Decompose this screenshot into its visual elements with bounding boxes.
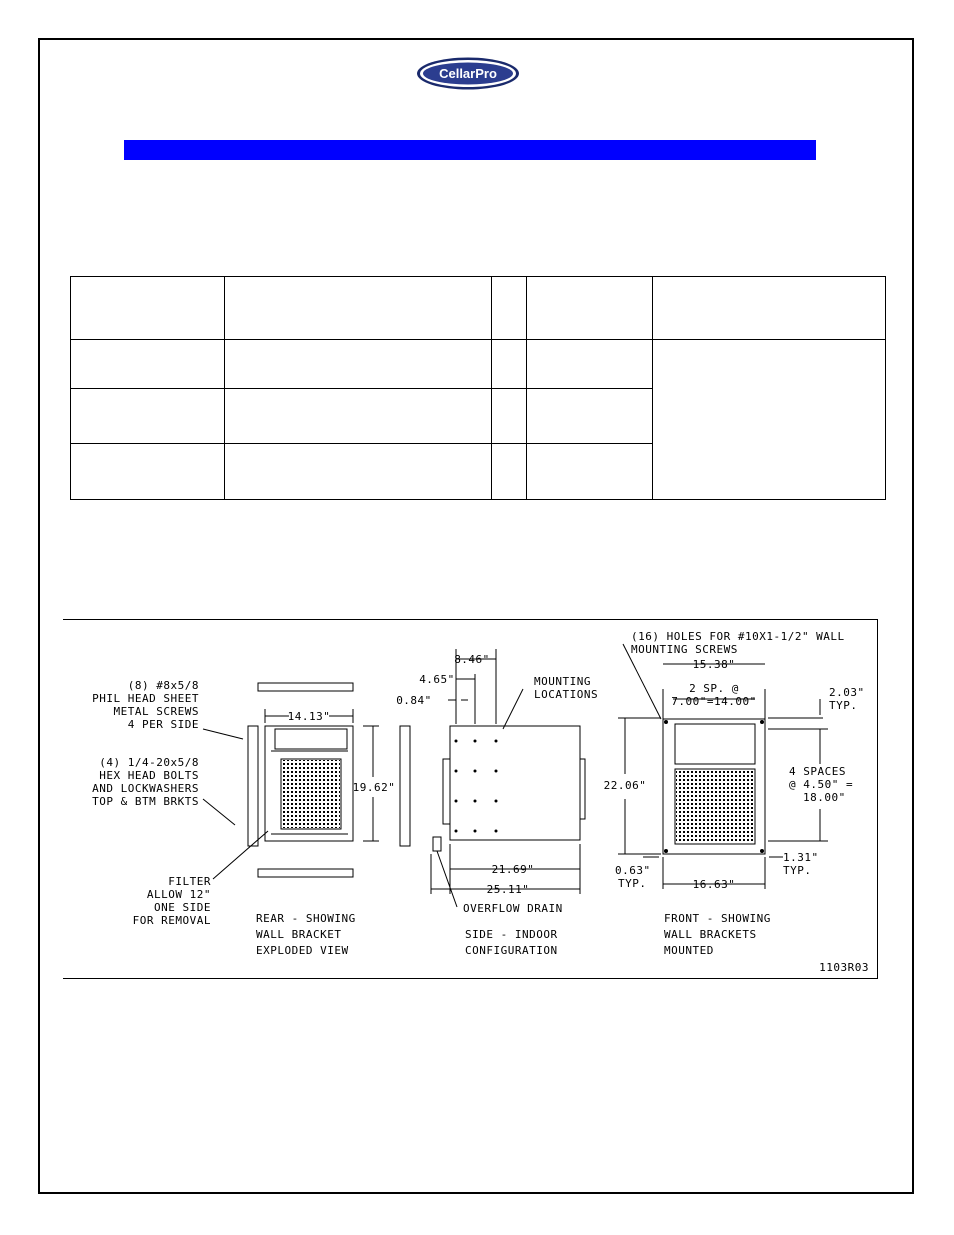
rear-bolts-line3: AND LOCKWASHERS <box>92 782 199 795</box>
rear-dim-width: 14.13" <box>287 710 331 723</box>
side-dim-084: 0.84" <box>396 694 432 707</box>
table-header-row <box>71 277 886 340</box>
front-holes-line2: MOUNTING SCREWS <box>631 643 738 656</box>
side-dim-2511: 25.11" <box>486 883 530 896</box>
dimension-drawing <box>63 619 878 979</box>
table-cell <box>653 277 886 340</box>
table-row <box>71 340 886 389</box>
rear-screws-line4: 4 PER SIDE <box>127 718 199 731</box>
rear-filter-line3: ONE SIDE <box>154 901 211 914</box>
table-cell <box>225 389 492 444</box>
svg-text:CellarPro: CellarPro <box>439 66 497 81</box>
front-2sp-line1: 2 SP. @ <box>689 682 739 695</box>
table-cell <box>527 277 653 340</box>
rear-dim-height: 19.62" <box>352 781 396 794</box>
rear-caption-line2: WALL BRACKET <box>256 928 342 941</box>
side-dim-846: 8.46" <box>454 653 490 666</box>
table-cell-merged <box>653 340 886 500</box>
side-mounting-line1: MOUNTING <box>534 675 591 688</box>
front-2sp-line2: 7.00"=14.00" <box>671 695 757 708</box>
table-cell <box>71 444 225 500</box>
rear-screws-line2: PHIL HEAD SHEET <box>92 692 199 705</box>
table-cell <box>71 277 225 340</box>
table-cell <box>492 277 527 340</box>
side-dim-2169: 21.69" <box>491 863 535 876</box>
rear-filter-line4: FOR REMOVAL <box>132 914 211 927</box>
front-caption-line3: MOUNTED <box>664 944 714 957</box>
front-caption-line1: FRONT - SHOWING <box>664 912 771 925</box>
front-dim-203: 2.03" <box>829 686 865 699</box>
front-4sp-line3: 18.00" <box>803 791 846 804</box>
rear-bolts-line1: (4) 1/4-20x5/8 <box>99 756 199 769</box>
table-cell <box>492 389 527 444</box>
section-header-bar <box>124 140 816 160</box>
cellarpro-logo <box>416 57 520 90</box>
front-dim-131-typ: TYP. <box>783 864 812 877</box>
front-dim-2206: 22.06" <box>603 779 647 792</box>
side-mounting-line2: LOCATIONS <box>534 688 599 701</box>
front-4sp-line2: @ 4.50" = <box>789 778 854 791</box>
rear-filter-line2: ALLOW 12" <box>146 888 211 901</box>
table-cell <box>71 389 225 444</box>
rear-caption-line1: REAR - SHOWING <box>256 912 356 925</box>
front-holes-line1: (16) HOLES FOR #10X1-1/2" WALL <box>631 630 845 643</box>
rear-caption-line3: EXPLODED VIEW <box>256 944 349 957</box>
front-dim-1663: 16.63" <box>692 878 736 891</box>
rear-screws-line1: (8) #8x5/8 <box>127 679 199 692</box>
front-dim-1538: 15.38" <box>692 658 736 671</box>
drawing-number: 1103R03 <box>819 961 869 974</box>
front-4sp-line1: 4 SPACES <box>789 765 846 778</box>
table-cell <box>225 340 492 389</box>
front-dim-063-typ: TYP. <box>618 877 647 890</box>
front-dim-063: 0.63" <box>615 864 651 877</box>
side-drain-label: OVERFLOW DRAIN <box>463 902 563 915</box>
table-cell <box>527 340 653 389</box>
side-dim-465: 4.65" <box>419 673 455 686</box>
table-cell <box>225 444 492 500</box>
rear-filter-line1: FILTER <box>168 875 211 888</box>
table-cell <box>71 340 225 389</box>
table-cell <box>492 340 527 389</box>
side-caption-line1: SIDE - INDOOR <box>465 928 558 941</box>
front-dim-131: 1.31" <box>783 851 819 864</box>
table-cell <box>527 444 653 500</box>
page-border <box>38 38 914 1194</box>
rear-screws-line3: METAL SCREWS <box>113 705 199 718</box>
spec-table <box>70 276 886 500</box>
rear-bolts-line4: TOP & BTM BRKTS <box>92 795 199 808</box>
table-cell <box>527 389 653 444</box>
front-dim-203-typ: TYP. <box>829 699 858 712</box>
table-cell <box>492 444 527 500</box>
table-cell <box>225 277 492 340</box>
rear-bolts-line2: HEX HEAD BOLTS <box>99 769 199 782</box>
front-caption-line2: WALL BRACKETS <box>664 928 757 941</box>
side-caption-line2: CONFIGURATION <box>465 944 558 957</box>
